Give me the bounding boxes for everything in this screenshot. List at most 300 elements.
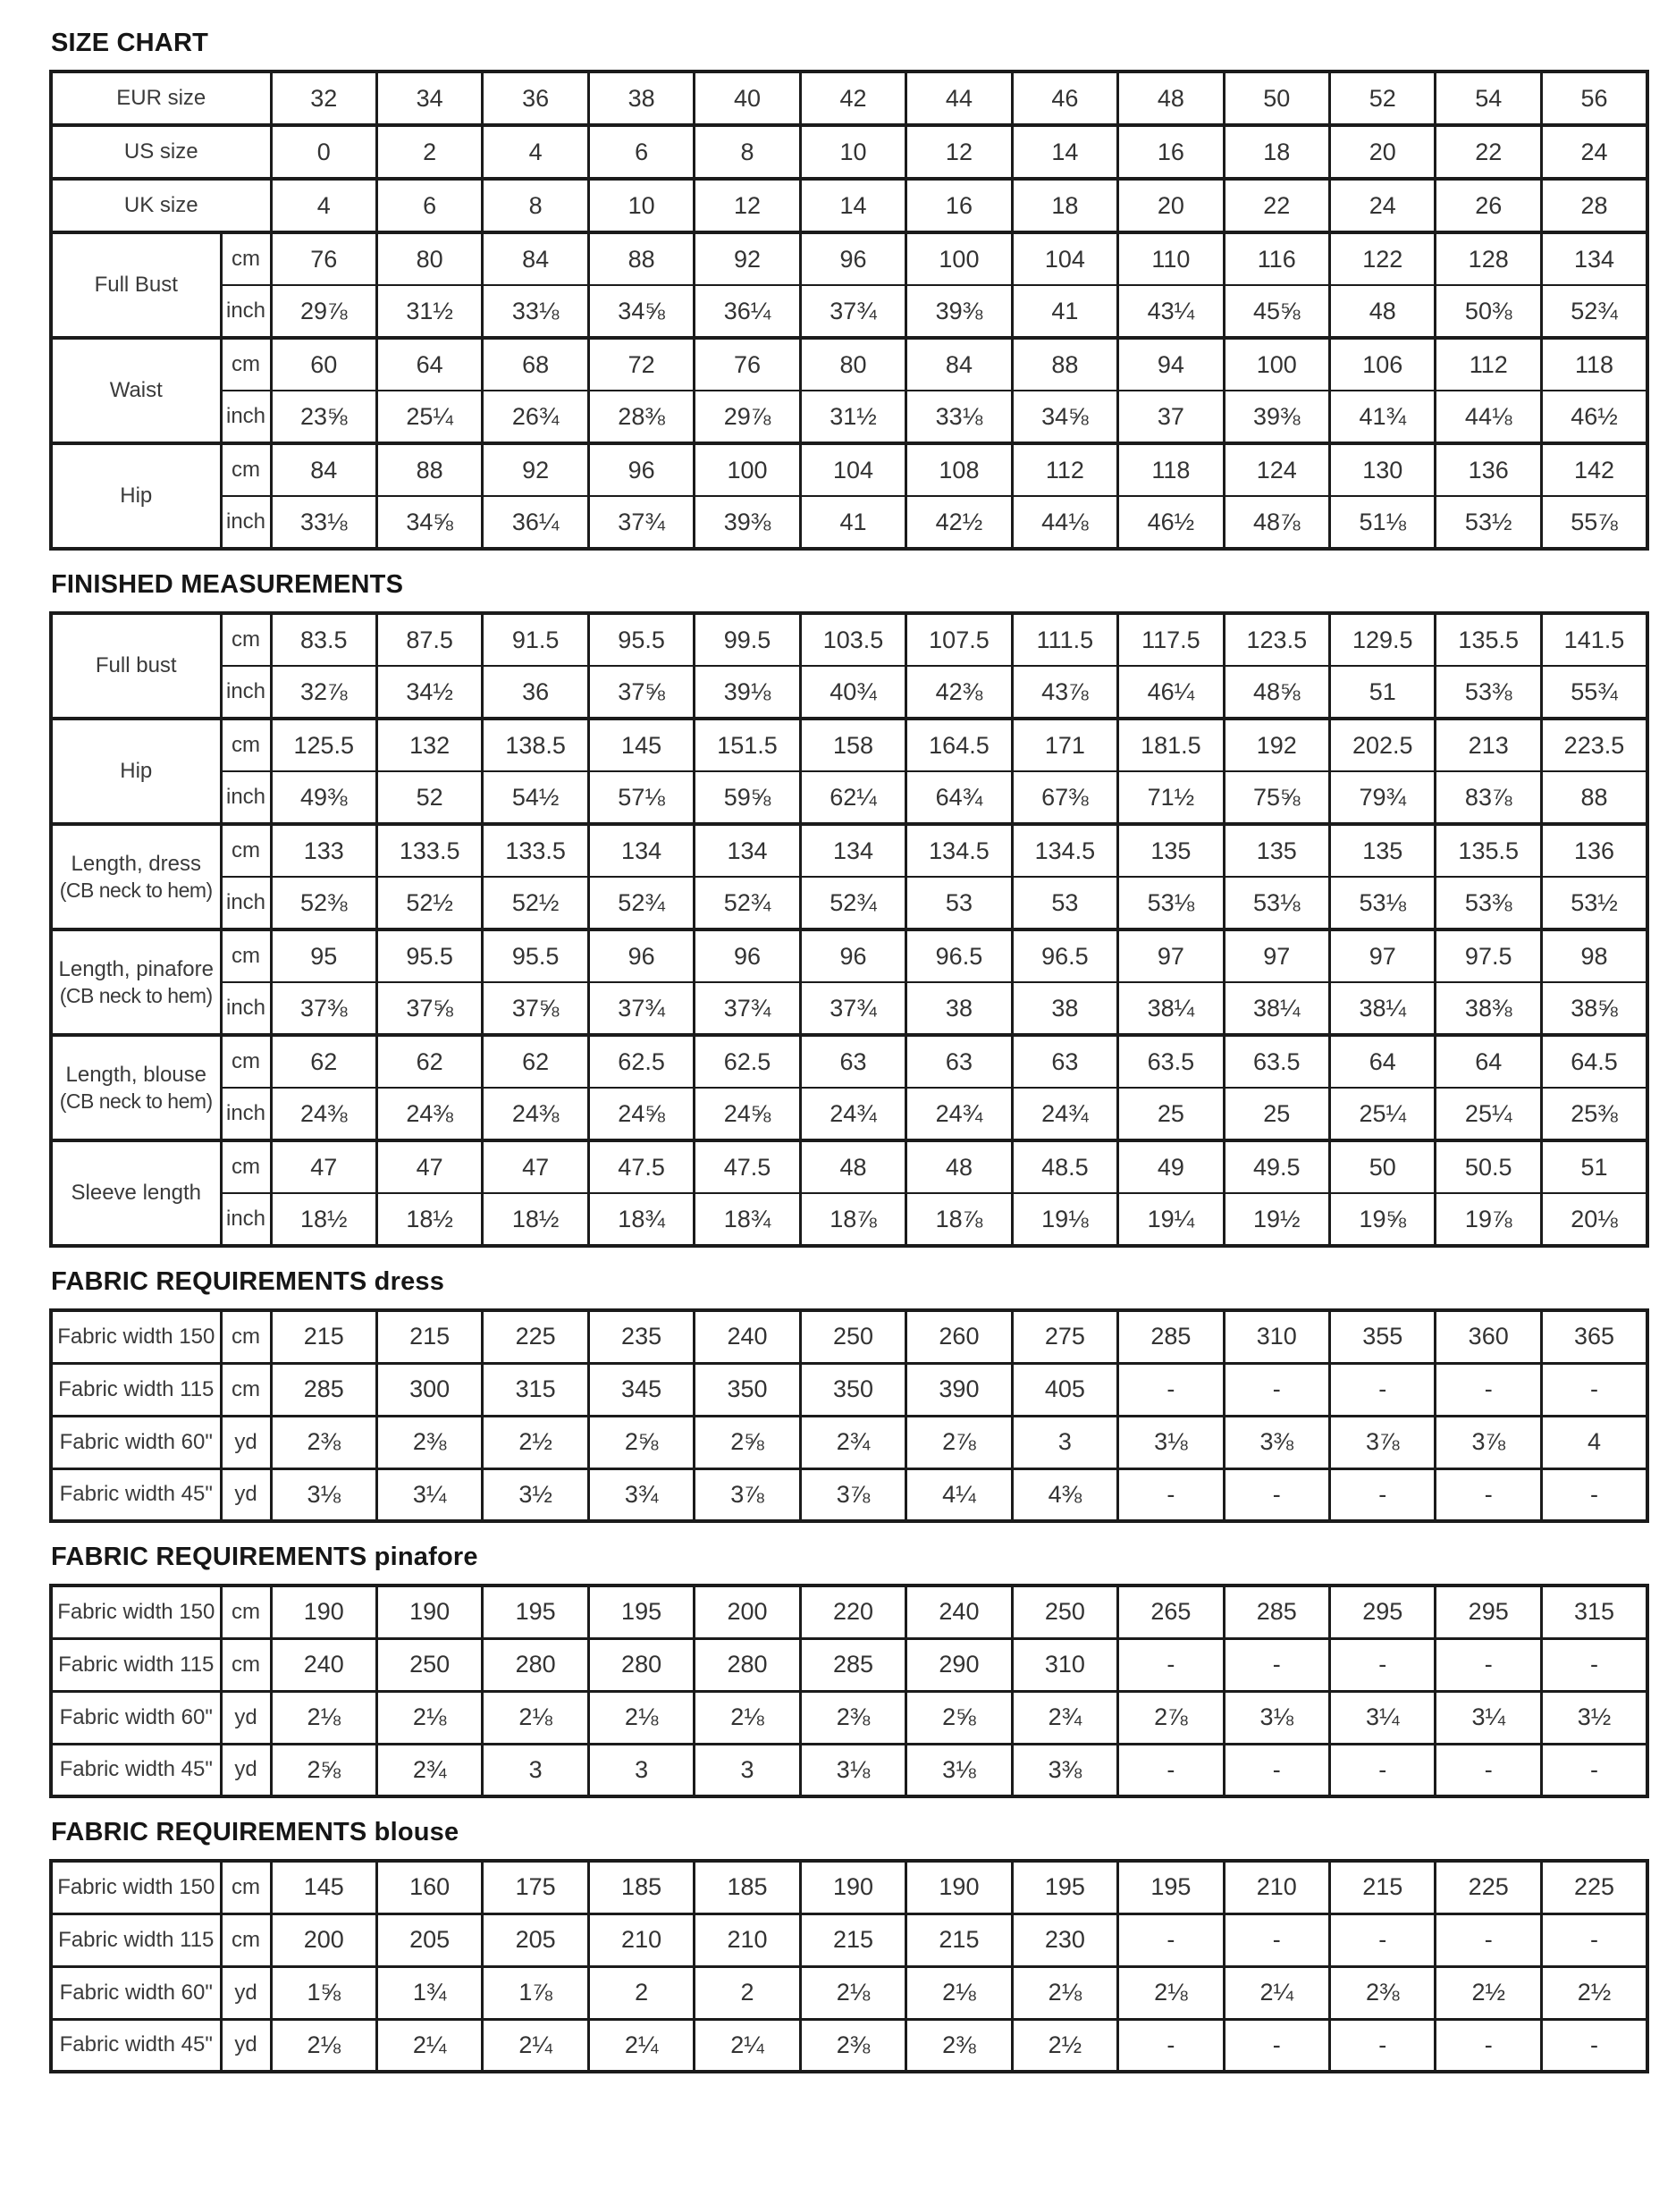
value-cell: - <box>1118 1744 1224 1796</box>
value-cell: 75⅝ <box>1224 771 1329 824</box>
value-cell: 24 <box>1541 125 1647 179</box>
value-cell: 52¾ <box>1541 285 1647 338</box>
value-cell: 72 <box>588 338 694 391</box>
value-cell: 250 <box>800 1310 905 1363</box>
value-cell: 106 <box>1330 338 1436 391</box>
value-cell: 145 <box>271 1861 376 1913</box>
value-cell: 41 <box>800 496 905 549</box>
value-cell: 94 <box>1118 338 1224 391</box>
value-cell: 49.5 <box>1224 1140 1329 1193</box>
value-cell: 52¾ <box>588 877 694 929</box>
value-cell: 19⅞ <box>1436 1193 1541 1246</box>
value-cell: 62 <box>376 1035 482 1088</box>
value-cell: 1⅝ <box>271 1966 376 2019</box>
value-cell: 62.5 <box>695 1035 800 1088</box>
value-cell: 16 <box>1118 125 1224 179</box>
unit-cell: cm <box>221 1585 271 1638</box>
value-cell: 3⅛ <box>1224 1691 1329 1744</box>
row-label: Fabric width 45" <box>51 2019 221 2072</box>
value-cell: - <box>1118 1638 1224 1691</box>
value-cell: 53 <box>1012 877 1117 929</box>
unit-cell: inch <box>221 877 271 929</box>
value-cell: 32⅞ <box>271 666 376 719</box>
value-cell: 31½ <box>800 391 905 443</box>
value-cell: 97.5 <box>1436 929 1541 982</box>
value-cell: 37⅝ <box>483 982 588 1035</box>
table-row <box>51 125 1647 179</box>
table-row <box>51 1468 1647 1521</box>
value-cell: 37⅜ <box>271 982 376 1035</box>
value-cell: 96 <box>588 443 694 496</box>
value-cell: 111.5 <box>1012 613 1117 666</box>
value-cell: 175 <box>483 1861 588 1913</box>
table-row <box>51 877 1647 929</box>
value-cell: - <box>1224 1744 1329 1796</box>
value-cell: 53½ <box>1541 877 1647 929</box>
value-cell: 55¾ <box>1541 666 1647 719</box>
value-cell: 63 <box>906 1035 1012 1088</box>
value-cell: 18⅞ <box>906 1193 1012 1246</box>
value-cell: 2⅞ <box>1118 1691 1224 1744</box>
row-label: Fabric width 60" <box>51 1966 221 2019</box>
value-cell: 49⅜ <box>271 771 376 824</box>
value-cell: 10 <box>588 179 694 232</box>
value-cell: 25 <box>1224 1088 1329 1140</box>
value-cell: - <box>1330 1744 1436 1796</box>
value-cell: 14 <box>800 179 905 232</box>
value-cell: 2⅝ <box>271 1744 376 1796</box>
value-cell: 52 <box>1330 71 1436 125</box>
value-cell: 103.5 <box>800 613 905 666</box>
value-cell: 3½ <box>483 1468 588 1521</box>
value-cell: 41 <box>1012 285 1117 338</box>
value-cell: 39⅛ <box>695 666 800 719</box>
value-cell: 134 <box>588 824 694 877</box>
row-label-line: (CB neck to hem) <box>59 879 213 902</box>
table-row <box>51 496 1647 549</box>
value-cell: 235 <box>588 1310 694 1363</box>
value-cell: 104 <box>1012 232 1117 285</box>
table-row <box>51 338 1647 391</box>
value-cell: 3⅛ <box>800 1744 905 1796</box>
value-cell: 19½ <box>1224 1193 1329 1246</box>
value-cell: 2⅜ <box>800 1691 905 1744</box>
value-cell: 62.5 <box>588 1035 694 1088</box>
row-label: Fabric width 115 <box>51 1913 221 1966</box>
value-cell: - <box>1224 1638 1329 1691</box>
value-cell: 48 <box>1330 285 1436 338</box>
value-cell: 213 <box>1436 719 1541 771</box>
table-row <box>51 613 1647 666</box>
value-cell: 135 <box>1224 824 1329 877</box>
size-chart-table <box>49 70 1649 551</box>
value-cell: 95.5 <box>376 929 482 982</box>
value-cell: 3 <box>1012 1416 1117 1468</box>
value-cell: 84 <box>906 338 1012 391</box>
unit-cell: inch <box>221 496 271 549</box>
value-cell: 190 <box>906 1861 1012 1913</box>
value-cell: 3⅞ <box>800 1468 905 1521</box>
value-cell: 134 <box>695 824 800 877</box>
value-cell: 315 <box>483 1363 588 1416</box>
value-cell: 50.5 <box>1436 1140 1541 1193</box>
table-row <box>51 1088 1647 1140</box>
table-row <box>51 1193 1647 1246</box>
value-cell: 37¾ <box>800 982 905 1035</box>
value-cell: 51 <box>1330 666 1436 719</box>
value-cell: 240 <box>906 1585 1012 1638</box>
value-cell: 22 <box>1436 125 1541 179</box>
table-row <box>51 824 1647 877</box>
value-cell: 97 <box>1330 929 1436 982</box>
value-cell: 88 <box>1541 771 1647 824</box>
value-cell: 2⅛ <box>695 1691 800 1744</box>
value-cell: 37¾ <box>588 496 694 549</box>
value-cell: 80 <box>800 338 905 391</box>
value-cell: 365 <box>1541 1310 1647 1363</box>
value-cell: 64.5 <box>1541 1035 1647 1088</box>
value-cell: - <box>1436 1638 1541 1691</box>
value-cell: - <box>1118 1363 1224 1416</box>
row-label <box>51 1140 221 1246</box>
value-cell: 97 <box>1118 929 1224 982</box>
value-cell: 295 <box>1330 1585 1436 1638</box>
value-cell: 117.5 <box>1118 613 1224 666</box>
value-cell: 62 <box>483 1035 588 1088</box>
row-label <box>51 719 221 824</box>
value-cell: 34⅝ <box>588 285 694 338</box>
value-cell: 2½ <box>483 1416 588 1468</box>
value-cell: 76 <box>271 232 376 285</box>
value-cell: 80 <box>376 232 482 285</box>
value-cell: 133.5 <box>376 824 482 877</box>
value-cell: 34⅝ <box>1012 391 1117 443</box>
value-cell: 280 <box>588 1638 694 1691</box>
value-cell: 210 <box>588 1913 694 1966</box>
value-cell: 118 <box>1118 443 1224 496</box>
value-cell: 200 <box>271 1913 376 1966</box>
value-cell: 24 <box>1330 179 1436 232</box>
value-cell: 2¼ <box>376 2019 482 2072</box>
value-cell: 40 <box>695 71 800 125</box>
value-cell: 56 <box>1541 71 1647 125</box>
value-cell: 47.5 <box>588 1140 694 1193</box>
value-cell: 2¼ <box>695 2019 800 2072</box>
value-cell: 3¾ <box>588 1468 694 1521</box>
value-cell: 285 <box>800 1638 905 1691</box>
value-cell: 38 <box>906 982 1012 1035</box>
value-cell: 128 <box>1436 232 1541 285</box>
value-cell: 47.5 <box>695 1140 800 1193</box>
value-cell: 43⅞ <box>1012 666 1117 719</box>
value-cell: 1¾ <box>376 1966 482 2019</box>
value-cell: 107.5 <box>906 613 1012 666</box>
value-cell: 63.5 <box>1118 1035 1224 1088</box>
value-cell: 47 <box>483 1140 588 1193</box>
row-label: Fabric width 45" <box>51 1744 221 1796</box>
value-cell: 225 <box>483 1310 588 1363</box>
value-cell: 24¾ <box>1012 1088 1117 1140</box>
value-cell: 44⅛ <box>1436 391 1541 443</box>
value-cell: 91.5 <box>483 613 588 666</box>
unit-cell: cm <box>221 1035 271 1088</box>
value-cell: 18½ <box>483 1193 588 1246</box>
value-cell: 34⅝ <box>376 496 482 549</box>
row-label: EUR size <box>51 71 271 125</box>
value-cell: 12 <box>906 125 1012 179</box>
value-cell: 83⅞ <box>1436 771 1541 824</box>
unit-cell: inch <box>221 391 271 443</box>
table-row <box>51 1744 1647 1796</box>
table-row <box>51 1310 1647 1363</box>
value-cell: 210 <box>1224 1861 1329 1913</box>
row-label <box>51 443 221 549</box>
unit-cell: inch <box>221 666 271 719</box>
value-cell: - <box>1118 2019 1224 2072</box>
row-label-line: Length, blouse <box>65 1063 206 1087</box>
value-cell: 210 <box>695 1913 800 1966</box>
table-row <box>51 443 1647 496</box>
row-label <box>51 613 221 719</box>
fabric-requirements-dress-table <box>49 1308 1649 1523</box>
value-cell: 285 <box>1224 1585 1329 1638</box>
value-cell: 3¼ <box>1330 1691 1436 1744</box>
value-cell: 164.5 <box>906 719 1012 771</box>
value-cell: 215 <box>906 1913 1012 1966</box>
value-cell: 53⅜ <box>1436 666 1541 719</box>
value-cell: 38¼ <box>1330 982 1436 1035</box>
value-cell: 38⅜ <box>1436 982 1541 1035</box>
unit-cell: cm <box>221 929 271 982</box>
value-cell: 223.5 <box>1541 719 1647 771</box>
unit-cell: cm <box>221 824 271 877</box>
value-cell: - <box>1541 2019 1647 2072</box>
value-cell: 24¾ <box>906 1088 1012 1140</box>
value-cell: 47 <box>376 1140 482 1193</box>
row-label <box>51 929 221 1035</box>
value-cell: 134.5 <box>1012 824 1117 877</box>
value-cell: 32 <box>271 71 376 125</box>
value-cell: 20 <box>1330 125 1436 179</box>
value-cell: 190 <box>376 1585 482 1638</box>
value-cell: 18¾ <box>588 1193 694 1246</box>
unit-cell: yd <box>221 1416 271 1468</box>
value-cell: 4 <box>271 179 376 232</box>
value-cell: 129.5 <box>1330 613 1436 666</box>
value-cell: 48 <box>800 1140 905 1193</box>
value-cell: 36 <box>483 71 588 125</box>
value-cell: 44⅛ <box>1012 496 1117 549</box>
value-cell: 250 <box>376 1638 482 1691</box>
value-cell: 59⅝ <box>695 771 800 824</box>
value-cell: 130 <box>1330 443 1436 496</box>
value-cell: 88 <box>1012 338 1117 391</box>
table-row <box>51 1140 1647 1193</box>
value-cell: 28⅜ <box>588 391 694 443</box>
value-cell: 240 <box>271 1638 376 1691</box>
value-cell: - <box>1118 1468 1224 1521</box>
value-cell: 97 <box>1224 929 1329 982</box>
value-cell: 10 <box>800 125 905 179</box>
unit-cell: inch <box>221 285 271 338</box>
finished-measurements-table <box>49 611 1649 1248</box>
value-cell: 133 <box>271 824 376 877</box>
unit-cell: yd <box>221 1468 271 1521</box>
row-label: Fabric width 150 <box>51 1310 221 1363</box>
row-label: Fabric width 60" <box>51 1691 221 1744</box>
unit-cell: cm <box>221 1310 271 1363</box>
value-cell: 29⅞ <box>695 391 800 443</box>
value-cell: 95 <box>271 929 376 982</box>
value-cell: 25⅜ <box>1541 1088 1647 1140</box>
value-cell: 405 <box>1012 1363 1117 1416</box>
value-cell: 18⅞ <box>800 1193 905 1246</box>
value-cell: 122 <box>1330 232 1436 285</box>
row-label: UK size <box>51 179 271 232</box>
row-label: Fabric width 115 <box>51 1363 221 1416</box>
value-cell: 2⅛ <box>906 1966 1012 2019</box>
unit-cell: cm <box>221 338 271 391</box>
value-cell: 62 <box>271 1035 376 1088</box>
value-cell: 2 <box>695 1966 800 2019</box>
value-cell: 142 <box>1541 443 1647 496</box>
value-cell: 4¼ <box>906 1468 1012 1521</box>
table-row <box>51 1363 1647 1416</box>
value-cell: 60 <box>271 338 376 391</box>
value-cell: 96.5 <box>906 929 1012 982</box>
unit-cell: cm <box>221 1363 271 1416</box>
value-cell: 2½ <box>1012 2019 1117 2072</box>
table-row <box>51 391 1647 443</box>
value-cell: 220 <box>800 1585 905 1638</box>
value-cell: 25¼ <box>376 391 482 443</box>
value-cell: 2¼ <box>483 2019 588 2072</box>
unit-cell: cm <box>221 1913 271 1966</box>
value-cell: 53⅛ <box>1330 877 1436 929</box>
value-cell: 2⅜ <box>1330 1966 1436 2019</box>
value-cell: 53⅛ <box>1118 877 1224 929</box>
value-cell: 41¾ <box>1330 391 1436 443</box>
value-cell: 37¾ <box>695 982 800 1035</box>
value-cell: 92 <box>695 232 800 285</box>
value-cell: 29⅞ <box>271 285 376 338</box>
unit-cell: cm <box>221 443 271 496</box>
value-cell: 63 <box>800 1035 905 1088</box>
value-cell: 2⅜ <box>800 2019 905 2072</box>
value-cell: 76 <box>695 338 800 391</box>
value-cell: 2½ <box>1541 1966 1647 2019</box>
value-cell: 39⅜ <box>1224 391 1329 443</box>
value-cell: - <box>1541 1744 1647 1796</box>
value-cell: 49 <box>1118 1140 1224 1193</box>
value-cell: 275 <box>1012 1310 1117 1363</box>
value-cell: 50 <box>1330 1140 1436 1193</box>
table-row <box>51 1861 1647 1913</box>
value-cell: 64¾ <box>906 771 1012 824</box>
unit-cell: yd <box>221 2019 271 2072</box>
table-row <box>51 1638 1647 1691</box>
table-row <box>51 179 1647 232</box>
value-cell: 100 <box>695 443 800 496</box>
value-cell: 37¾ <box>800 285 905 338</box>
value-cell: 2⅝ <box>588 1416 694 1468</box>
value-cell: 132 <box>376 719 482 771</box>
row-label-line: Hip <box>120 484 153 508</box>
value-cell: 2⅛ <box>376 1691 482 1744</box>
value-cell: 135.5 <box>1436 613 1541 666</box>
fabric-requirements-dress-title: FABRIC REQUIREMENTS dress <box>51 1267 445 1296</box>
value-cell: 3½ <box>1541 1691 1647 1744</box>
value-cell: 280 <box>695 1638 800 1691</box>
table-row <box>51 71 1647 125</box>
value-cell: 64 <box>1436 1035 1541 1088</box>
value-cell: 57⅛ <box>588 771 694 824</box>
value-cell: - <box>1224 1363 1329 1416</box>
value-cell: 48.5 <box>1012 1140 1117 1193</box>
row-label-line: Length, dress <box>71 852 201 876</box>
table-row <box>51 1691 1647 1744</box>
value-cell: 2½ <box>1436 1966 1541 2019</box>
value-cell: 310 <box>1012 1638 1117 1691</box>
value-cell: 3 <box>483 1744 588 1796</box>
value-cell: 26 <box>1436 179 1541 232</box>
value-cell: - <box>1330 1468 1436 1521</box>
value-cell: 53½ <box>1436 496 1541 549</box>
value-cell: 190 <box>800 1861 905 1913</box>
row-label-line: Sleeve length <box>71 1181 201 1205</box>
value-cell: - <box>1118 1913 1224 1966</box>
value-cell: 67⅜ <box>1012 771 1117 824</box>
value-cell: 98 <box>1541 929 1647 982</box>
value-cell: 225 <box>1541 1861 1647 1913</box>
unit-cell: cm <box>221 719 271 771</box>
value-cell: 171 <box>1012 719 1117 771</box>
value-cell: 350 <box>695 1363 800 1416</box>
fabric-requirements-pinafore-title: FABRIC REQUIREMENTS pinafore <box>51 1543 478 1571</box>
value-cell: 295 <box>1436 1585 1541 1638</box>
value-cell: 95.5 <box>588 613 694 666</box>
value-cell: 52¾ <box>695 877 800 929</box>
value-cell: 96 <box>588 929 694 982</box>
value-cell: 3⅞ <box>1436 1416 1541 1468</box>
value-cell: 3¼ <box>376 1468 482 1521</box>
value-cell: 53⅛ <box>1224 877 1329 929</box>
value-cell: 2⅛ <box>483 1691 588 1744</box>
value-cell: 24¾ <box>800 1088 905 1140</box>
value-cell: 48 <box>1118 71 1224 125</box>
value-cell: 6 <box>376 179 482 232</box>
value-cell: 38 <box>1012 982 1117 1035</box>
table-row <box>51 285 1647 338</box>
value-cell: 3⅞ <box>695 1468 800 1521</box>
value-cell: 104 <box>800 443 905 496</box>
row-label-line: Full bust <box>95 653 177 677</box>
value-cell: 390 <box>906 1363 1012 1416</box>
value-cell: 36¼ <box>695 285 800 338</box>
value-cell: - <box>1330 2019 1436 2072</box>
value-cell: 2⅛ <box>1012 1966 1117 2019</box>
value-cell: 136 <box>1541 824 1647 877</box>
value-cell: 135 <box>1118 824 1224 877</box>
value-cell: 195 <box>483 1585 588 1638</box>
value-cell: 2⅜ <box>271 1416 376 1468</box>
value-cell: 96.5 <box>1012 929 1117 982</box>
fabric-requirements-pinafore-table <box>49 1584 1649 1798</box>
value-cell: 185 <box>588 1861 694 1913</box>
value-cell: 285 <box>1118 1310 1224 1363</box>
table-row <box>51 1966 1647 2019</box>
value-cell: 2¾ <box>376 1744 482 1796</box>
